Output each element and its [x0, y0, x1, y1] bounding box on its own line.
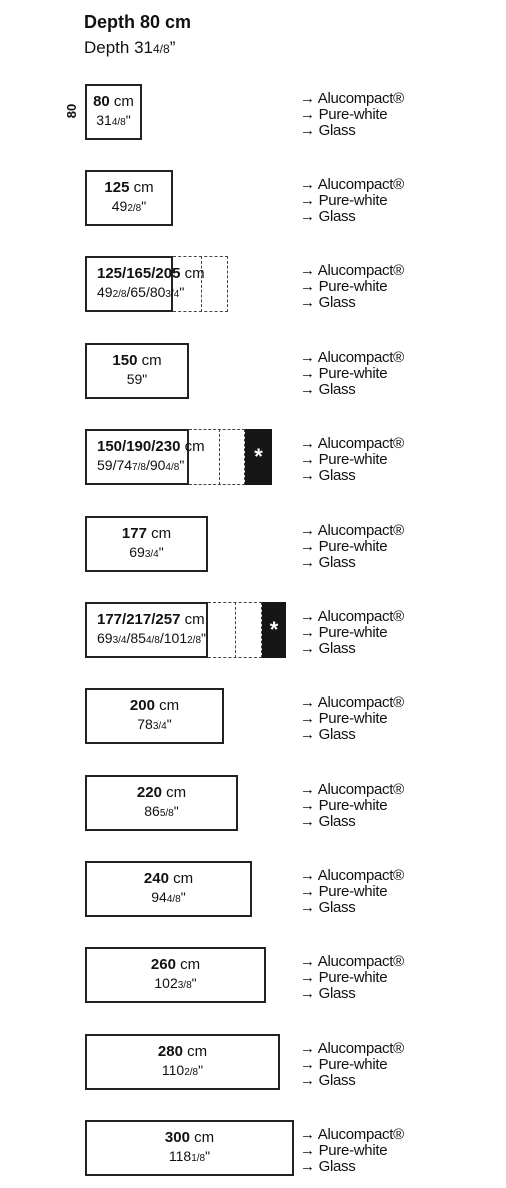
arrow-icon: →: [300, 813, 315, 830]
size-cm-unit: cm: [113, 93, 134, 110]
arrow-icon: →: [300, 710, 315, 727]
finish-option-label: Pure-white: [318, 710, 388, 727]
size-cm-unit: cm: [180, 956, 201, 973]
size-cm-unit: cm: [173, 870, 194, 887]
finish-option: [300, 711, 404, 727]
finish-option-label: Alucompact®: [317, 1126, 404, 1143]
arrow-icon: →: [300, 451, 315, 468]
size-cm: [144, 869, 193, 888]
finish-option-label: Alucompact®: [317, 694, 404, 711]
finish-option: [300, 625, 404, 641]
size-in-main: 59: [126, 371, 143, 387]
extension-divider: [219, 429, 220, 485]
arrow-icon: →: [300, 1072, 315, 1089]
finish-option: [300, 1159, 404, 1175]
finish-option: [300, 1143, 404, 1159]
size-cm-unit: cm: [141, 352, 162, 369]
finish-option: [300, 1041, 404, 1057]
finish-option: [300, 279, 404, 295]
finish-option-label: Alucompact®: [317, 176, 404, 193]
size-cm-value: 125/165/205: [97, 265, 181, 282]
arrow-icon: →: [300, 640, 315, 657]
finish-option: [300, 814, 404, 830]
size-in-fraction-2: 4/8: [165, 462, 180, 473]
size-cm-unit: cm: [184, 611, 205, 628]
finish-option: [300, 555, 404, 571]
arrow-icon: →: [300, 969, 315, 986]
finish-option: [300, 727, 404, 743]
size-inches: [97, 456, 184, 477]
size-in-mid: /90: [145, 457, 166, 473]
size-cm-value: 80: [93, 93, 110, 110]
size-cm: [112, 351, 161, 370]
size-in-main: 69: [129, 544, 145, 560]
finish-option: [300, 798, 404, 814]
size-in-fraction: 4/8: [166, 894, 181, 905]
table-size-box: [85, 602, 208, 658]
finish-option-label: Pure-white: [318, 106, 388, 123]
size-in-mid: /65/80: [126, 284, 166, 300]
arrow-icon: →: [300, 365, 315, 382]
size-inches: [137, 715, 171, 736]
finish-option-label: Pure-white: [318, 969, 388, 986]
size-cm: [97, 264, 205, 283]
arrow-icon: →: [300, 985, 315, 1002]
arrow-icon: →: [300, 554, 315, 571]
size-in-fraction: 3/4: [152, 721, 167, 732]
size-in-unit: ": [141, 198, 147, 214]
finish-option: [300, 366, 404, 382]
finish-options: [300, 954, 404, 1002]
size-cm-value: 177: [121, 525, 147, 542]
size-cm-value: 280: [157, 1043, 183, 1060]
size-cm-value: 150: [112, 352, 138, 369]
size-cm-unit: cm: [159, 697, 180, 714]
finish-option-label: Alucompact®: [317, 90, 404, 107]
arrow-icon: →: [300, 1040, 315, 1057]
finish-option-label: Glass: [318, 726, 356, 743]
table-size-box: [85, 84, 142, 140]
size-in-unit: ": [158, 544, 164, 560]
finish-option-label: Alucompact®: [317, 781, 404, 798]
arrow-icon: →: [300, 381, 315, 398]
finish-option: [300, 452, 404, 468]
finish-options: [300, 1127, 404, 1175]
arrow-icon: →: [300, 294, 315, 311]
size-cm: [151, 955, 200, 974]
arrow-icon: →: [300, 467, 315, 484]
arrow-icon: →: [300, 608, 315, 625]
size-in-fraction: 2/8: [127, 203, 142, 214]
finish-option-label: Pure-white: [318, 1056, 388, 1073]
size-cm: [104, 178, 153, 197]
finish-options: [300, 177, 404, 225]
size-cm-value: 125: [104, 179, 130, 196]
size-in-fraction-3: 2/8: [187, 635, 202, 646]
table-size-box: [85, 170, 173, 226]
size-in-main: 31: [96, 112, 112, 128]
finish-option: [300, 91, 404, 107]
table-size-box: [85, 256, 205, 312]
arrow-icon: →: [300, 538, 315, 555]
finish-option: [300, 177, 404, 193]
arrow-icon: →: [300, 1142, 315, 1159]
finish-option-label: Alucompact®: [317, 522, 404, 539]
finish-option-label: Alucompact®: [317, 435, 404, 452]
table-size-box: [85, 947, 266, 1003]
finish-option-label: Pure-white: [318, 624, 388, 641]
finish-option: [300, 970, 404, 986]
size-in-fraction: 1/8: [191, 1153, 206, 1164]
size-cm-value: 220: [136, 784, 162, 801]
finish-option-label: Glass: [318, 1158, 356, 1175]
size-in-unit: ": [173, 803, 179, 819]
size-inches: [129, 543, 163, 564]
size-inches: [97, 629, 206, 650]
finish-option: [300, 295, 404, 311]
arrow-icon: →: [300, 797, 315, 814]
size-cm-value: 200: [129, 697, 155, 714]
arrow-icon: →: [300, 278, 315, 295]
size-in-main: 49: [97, 284, 113, 300]
size-inches: [97, 283, 184, 304]
size-in-unit: ": [191, 975, 197, 991]
table-size-box: [85, 516, 208, 572]
size-cm: [137, 783, 186, 802]
size-in-main: 69: [97, 630, 113, 646]
finish-option: [300, 107, 404, 123]
finish-option-label: Pure-white: [318, 538, 388, 555]
finish-option: [300, 986, 404, 1002]
table-size-box: [85, 343, 189, 399]
arrow-icon: →: [300, 176, 315, 193]
size-in-fraction: 4/8: [111, 117, 126, 128]
subtitle-fraction: 4/8: [153, 42, 170, 56]
table-size-box: [85, 429, 205, 485]
arrow-icon: →: [300, 867, 315, 884]
finish-option: [300, 350, 404, 366]
finish-option: [300, 209, 404, 225]
finish-option-label: Alucompact®: [317, 867, 404, 884]
size-cm-value: 177/217/257: [97, 611, 181, 628]
page-title: Depth 80 cm: [84, 12, 192, 32]
table-size-box: [85, 861, 252, 917]
size-cm-unit: cm: [133, 179, 154, 196]
finish-option: [300, 641, 404, 657]
arrow-icon: →: [300, 262, 315, 279]
finish-option-label: Alucompact®: [317, 1040, 404, 1057]
finish-option: [300, 782, 404, 798]
size-in-unit: ": [142, 371, 148, 387]
size-in-main: 86: [144, 803, 160, 819]
arrow-icon: →: [300, 781, 315, 798]
subtitle-unit: ”: [169, 38, 176, 57]
size-cm-value: 240: [143, 870, 169, 887]
finish-options: [300, 609, 404, 657]
size-inches: [169, 1147, 210, 1168]
arrow-icon: →: [300, 899, 315, 916]
finish-option-label: Glass: [318, 899, 356, 916]
finish-option: [300, 954, 404, 970]
table-size-box: [85, 1034, 280, 1090]
finish-option-label: Glass: [318, 381, 356, 398]
finish-options: [300, 782, 404, 830]
finish-option-label: Glass: [318, 208, 356, 225]
finish-options: [300, 91, 404, 139]
arrow-icon: →: [300, 208, 315, 225]
finish-option-label: Glass: [318, 640, 356, 657]
table-size-box: [85, 1120, 294, 1176]
size-cm: [97, 437, 205, 456]
asterisk-marker: *: [262, 602, 286, 658]
finish-options: [300, 868, 404, 916]
finish-options: [300, 1041, 404, 1089]
size-inches: [96, 111, 130, 132]
extension-divider: [235, 602, 236, 658]
finish-option-label: Glass: [318, 1072, 356, 1089]
arrow-icon: →: [300, 883, 315, 900]
size-in-unit: ": [198, 1062, 204, 1078]
finish-option-label: Pure-white: [318, 1142, 388, 1159]
size-cm: [122, 524, 171, 543]
finish-options: [300, 695, 404, 743]
arrow-icon: →: [300, 1126, 315, 1143]
size-inches: [154, 974, 196, 995]
size-inches: [151, 888, 185, 909]
size-in-fraction: 3/4: [112, 635, 127, 646]
finish-option-label: Glass: [318, 985, 356, 1002]
finish-option: [300, 695, 404, 711]
arrow-icon: →: [300, 522, 315, 539]
finish-option-label: Pure-white: [318, 451, 388, 468]
size-in-fraction: 3/8: [177, 980, 192, 991]
finish-option: [300, 193, 404, 209]
finish-option-label: Alucompact®: [317, 953, 404, 970]
size-in-unit: ": [205, 1148, 211, 1164]
subtitle-main: Depth 31: [84, 38, 153, 57]
arrow-icon: →: [300, 694, 315, 711]
arrow-icon: →: [300, 192, 315, 209]
finish-option: [300, 123, 404, 139]
finish-option-label: Pure-white: [318, 797, 388, 814]
finish-options: [300, 350, 404, 398]
size-cm: [165, 1128, 214, 1147]
size-in-unit: ": [166, 716, 172, 732]
finish-option: [300, 436, 404, 452]
arrow-icon: →: [300, 1056, 315, 1073]
size-in-main: 110: [161, 1062, 185, 1078]
table-size-box: [85, 775, 238, 831]
depth-marker: 80: [64, 103, 79, 119]
finish-option: [300, 1127, 404, 1143]
finish-option: [300, 900, 404, 916]
arrow-icon: →: [300, 349, 315, 366]
finish-option-label: Pure-white: [318, 883, 388, 900]
size-in-fraction: 7/8: [132, 462, 146, 473]
finish-options: [300, 523, 404, 571]
finish-option: [300, 1073, 404, 1089]
size-cm-unit: cm: [194, 1129, 215, 1146]
size-inches: [144, 802, 178, 823]
finish-option-label: Pure-white: [318, 365, 388, 382]
size-in-mid-2: /101: [159, 630, 188, 646]
size-cm-unit: cm: [184, 265, 205, 282]
size-in-fraction-2: 3/4: [165, 289, 180, 300]
asterisk-marker: *: [245, 429, 272, 485]
size-in-fraction-2: 4/8: [145, 635, 160, 646]
size-cm: [130, 696, 179, 715]
size-in-main: 59/74: [97, 457, 133, 473]
finish-option: [300, 523, 404, 539]
page-subtitle: [84, 38, 175, 58]
size-in-unit: ": [125, 112, 131, 128]
size-in-fraction: 5/8: [159, 808, 174, 819]
finish-option-label: Alucompact®: [317, 262, 404, 279]
size-in-main: 94: [151, 889, 167, 905]
size-in-unit: ": [201, 630, 206, 646]
size-cm-value: 150/190/230: [97, 438, 181, 455]
finish-option: [300, 382, 404, 398]
finish-option-label: Alucompact®: [317, 349, 404, 366]
size-in-unit: ": [179, 457, 185, 473]
finish-option: [300, 884, 404, 900]
size-cm-unit: cm: [166, 784, 187, 801]
arrow-icon: →: [300, 106, 315, 123]
finish-option-label: Glass: [318, 813, 356, 830]
size-inches: [162, 1061, 203, 1082]
finish-option: [300, 868, 404, 884]
size-in-fraction: 3/4: [144, 549, 159, 560]
finish-options: [300, 436, 404, 484]
size-cm-unit: cm: [184, 438, 205, 455]
finish-option: [300, 468, 404, 484]
finish-option-label: Glass: [318, 554, 356, 571]
size-in-fraction: 2/8: [112, 289, 127, 300]
finish-option: [300, 539, 404, 555]
size-in-main: 102: [154, 975, 178, 991]
size-in-main: 118: [168, 1148, 192, 1164]
size-cm-value: 300: [164, 1129, 190, 1146]
finish-option-label: Pure-white: [318, 192, 388, 209]
size-cm: [93, 92, 134, 111]
arrow-icon: →: [300, 435, 315, 452]
finish-option-label: Glass: [318, 122, 356, 139]
arrow-icon: →: [300, 726, 315, 743]
size-in-main: 78: [137, 716, 153, 732]
size-cm: [158, 1042, 207, 1061]
finish-option-label: Alucompact®: [317, 608, 404, 625]
arrow-icon: →: [300, 122, 315, 139]
finish-option-label: Glass: [318, 467, 356, 484]
size-cm-unit: cm: [187, 1043, 208, 1060]
finish-option: [300, 609, 404, 625]
finish-options: [300, 263, 404, 311]
finish-option: [300, 263, 404, 279]
finish-option: [300, 1057, 404, 1073]
size-in-main: 49: [111, 198, 128, 214]
size-inches: [112, 197, 146, 218]
finish-option-label: Glass: [318, 294, 356, 311]
arrow-icon: →: [300, 90, 315, 107]
arrow-icon: →: [300, 953, 315, 970]
size-in-fraction: 2/8: [184, 1067, 199, 1078]
finish-option-label: Pure-white: [318, 278, 388, 295]
size-in-mid: /85: [126, 630, 146, 646]
size-cm-unit: cm: [151, 525, 172, 542]
size-in-unit: ": [179, 284, 185, 300]
table-size-box: [85, 688, 224, 744]
arrow-icon: →: [300, 1158, 315, 1175]
size-cm: [97, 610, 205, 629]
size-in-unit: ": [180, 889, 186, 905]
size-inches: [127, 370, 148, 391]
size-cm-value: 260: [150, 956, 176, 973]
arrow-icon: →: [300, 624, 315, 641]
